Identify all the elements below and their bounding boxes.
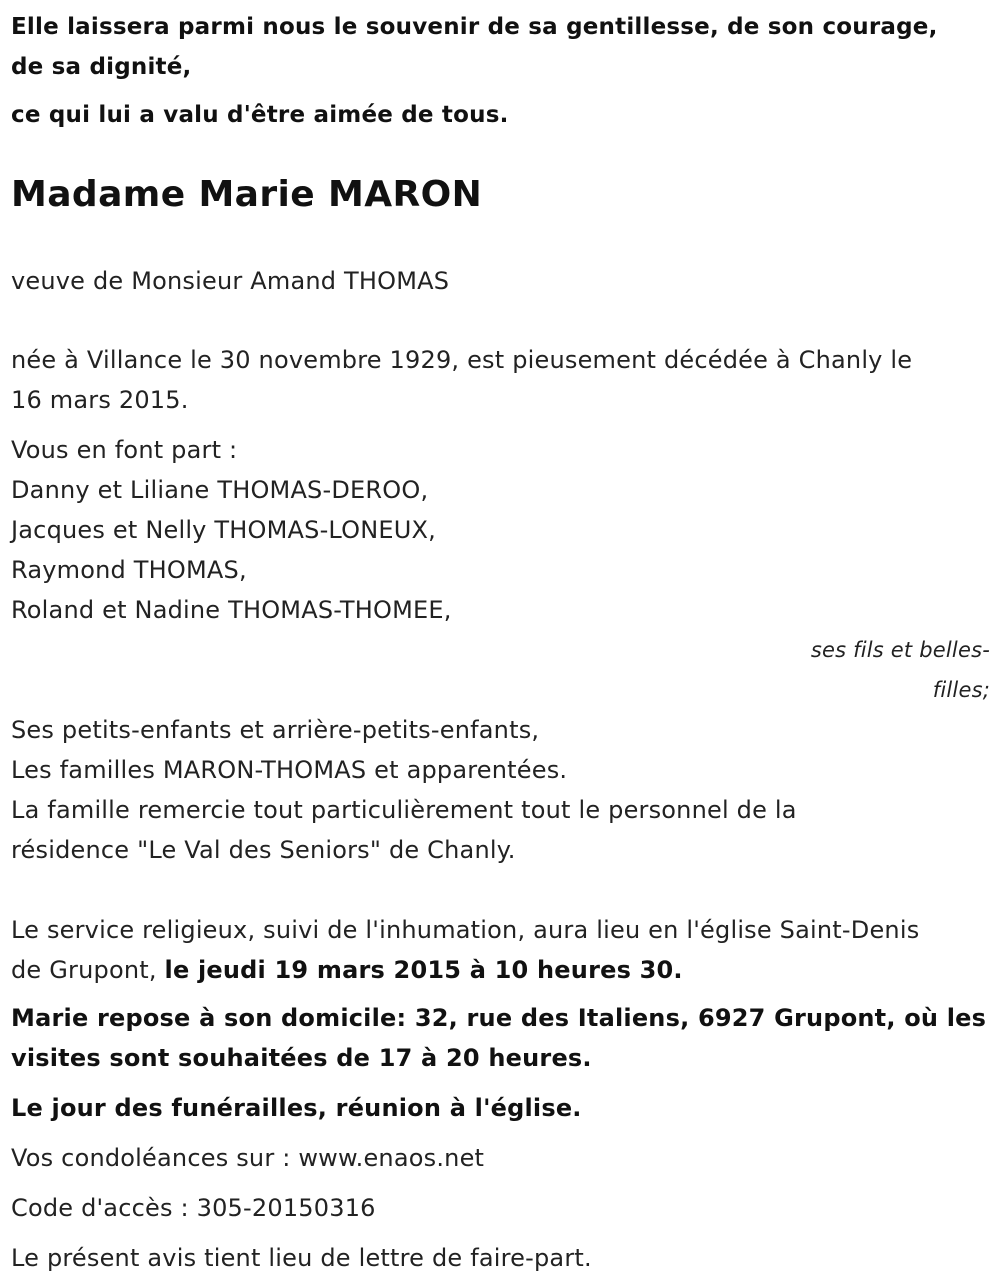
relation-line-2: filles; <box>932 678 990 702</box>
funeral-day-note: Le jour des funérailles, réunion à l'église. <box>11 1094 582 1122</box>
relation-note <box>11 630 990 710</box>
resting-line-2: visites sont souhaitées de 17 à 20 heures. <box>11 1044 592 1072</box>
birth-death-line-2: 16 mars 2015. <box>11 386 189 414</box>
widow-of-text: veuve de Monsieur Amand THOMAS <box>11 267 450 295</box>
service-line-1: Le service religieux, suivi de l'inhumation, aura lieu en l'église Saint-Denis <box>11 916 920 944</box>
announcers-heading: Vous en font part : <box>11 436 238 464</box>
notice-text: Le présent avis tient lieu de lettre de faire-part. <box>11 1244 592 1272</box>
resting-place-info <box>11 998 990 1078</box>
service-location-text: de Grupont, <box>11 956 165 984</box>
condolences-text: Vos condoléances sur : www.enaos.net <box>11 1144 485 1172</box>
birth-death-line-1: née à Villance le 30 novembre 1929, est pieusement décédée à Chanly le <box>11 346 913 374</box>
thanks-line: La famille remercie tout particulièrement tout le personnel de la <box>11 796 797 824</box>
intro-line-2: de sa dignité, <box>11 54 192 80</box>
extended-line: Les familles MARON-THOMAS et apparentées. <box>11 756 568 784</box>
obituary-notice <box>0 7 1000 1285</box>
relation-line-1: ses fils et belles- <box>810 638 990 662</box>
extended-line: Ses petits-enfants et arrière-petits-enfants, <box>11 716 540 744</box>
service-line-2 <box>11 950 990 990</box>
deceased-name-title: Madame Marie MARON <box>11 174 483 215</box>
announcer-name: Roland et Nadine THOMAS-THOMEE, <box>11 596 452 624</box>
announcer-name: Jacques et Nelly THOMAS-LONEUX, <box>11 516 436 544</box>
birth-death-text <box>11 340 990 420</box>
intro-line-3: ce qui lui a valu d'être aimée de tous. <box>11 102 509 128</box>
announcer-name: Danny et Liliane THOMAS-DEROO, <box>11 476 429 504</box>
extended-family <box>11 710 990 870</box>
announcers-section <box>11 430 990 630</box>
resting-line-1: Marie repose à son domicile: 32, rue des Italiens, 6927 Grupont, où les <box>11 1004 987 1032</box>
service-info <box>11 910 990 990</box>
intro-line-1: Elle laissera parmi nous le souvenir de sa gentillesse, de son courage, <box>11 14 938 40</box>
intro-text <box>11 7 990 135</box>
thanks-line: résidence "Le Val des Seniors" de Chanly. <box>11 836 516 864</box>
service-date-time: le jeudi 19 mars 2015 à 10 heures 30. <box>164 956 683 984</box>
announcer-name: Raymond THOMAS, <box>11 556 247 584</box>
access-code-text: Code d'accès : 305-20150316 <box>11 1194 376 1222</box>
